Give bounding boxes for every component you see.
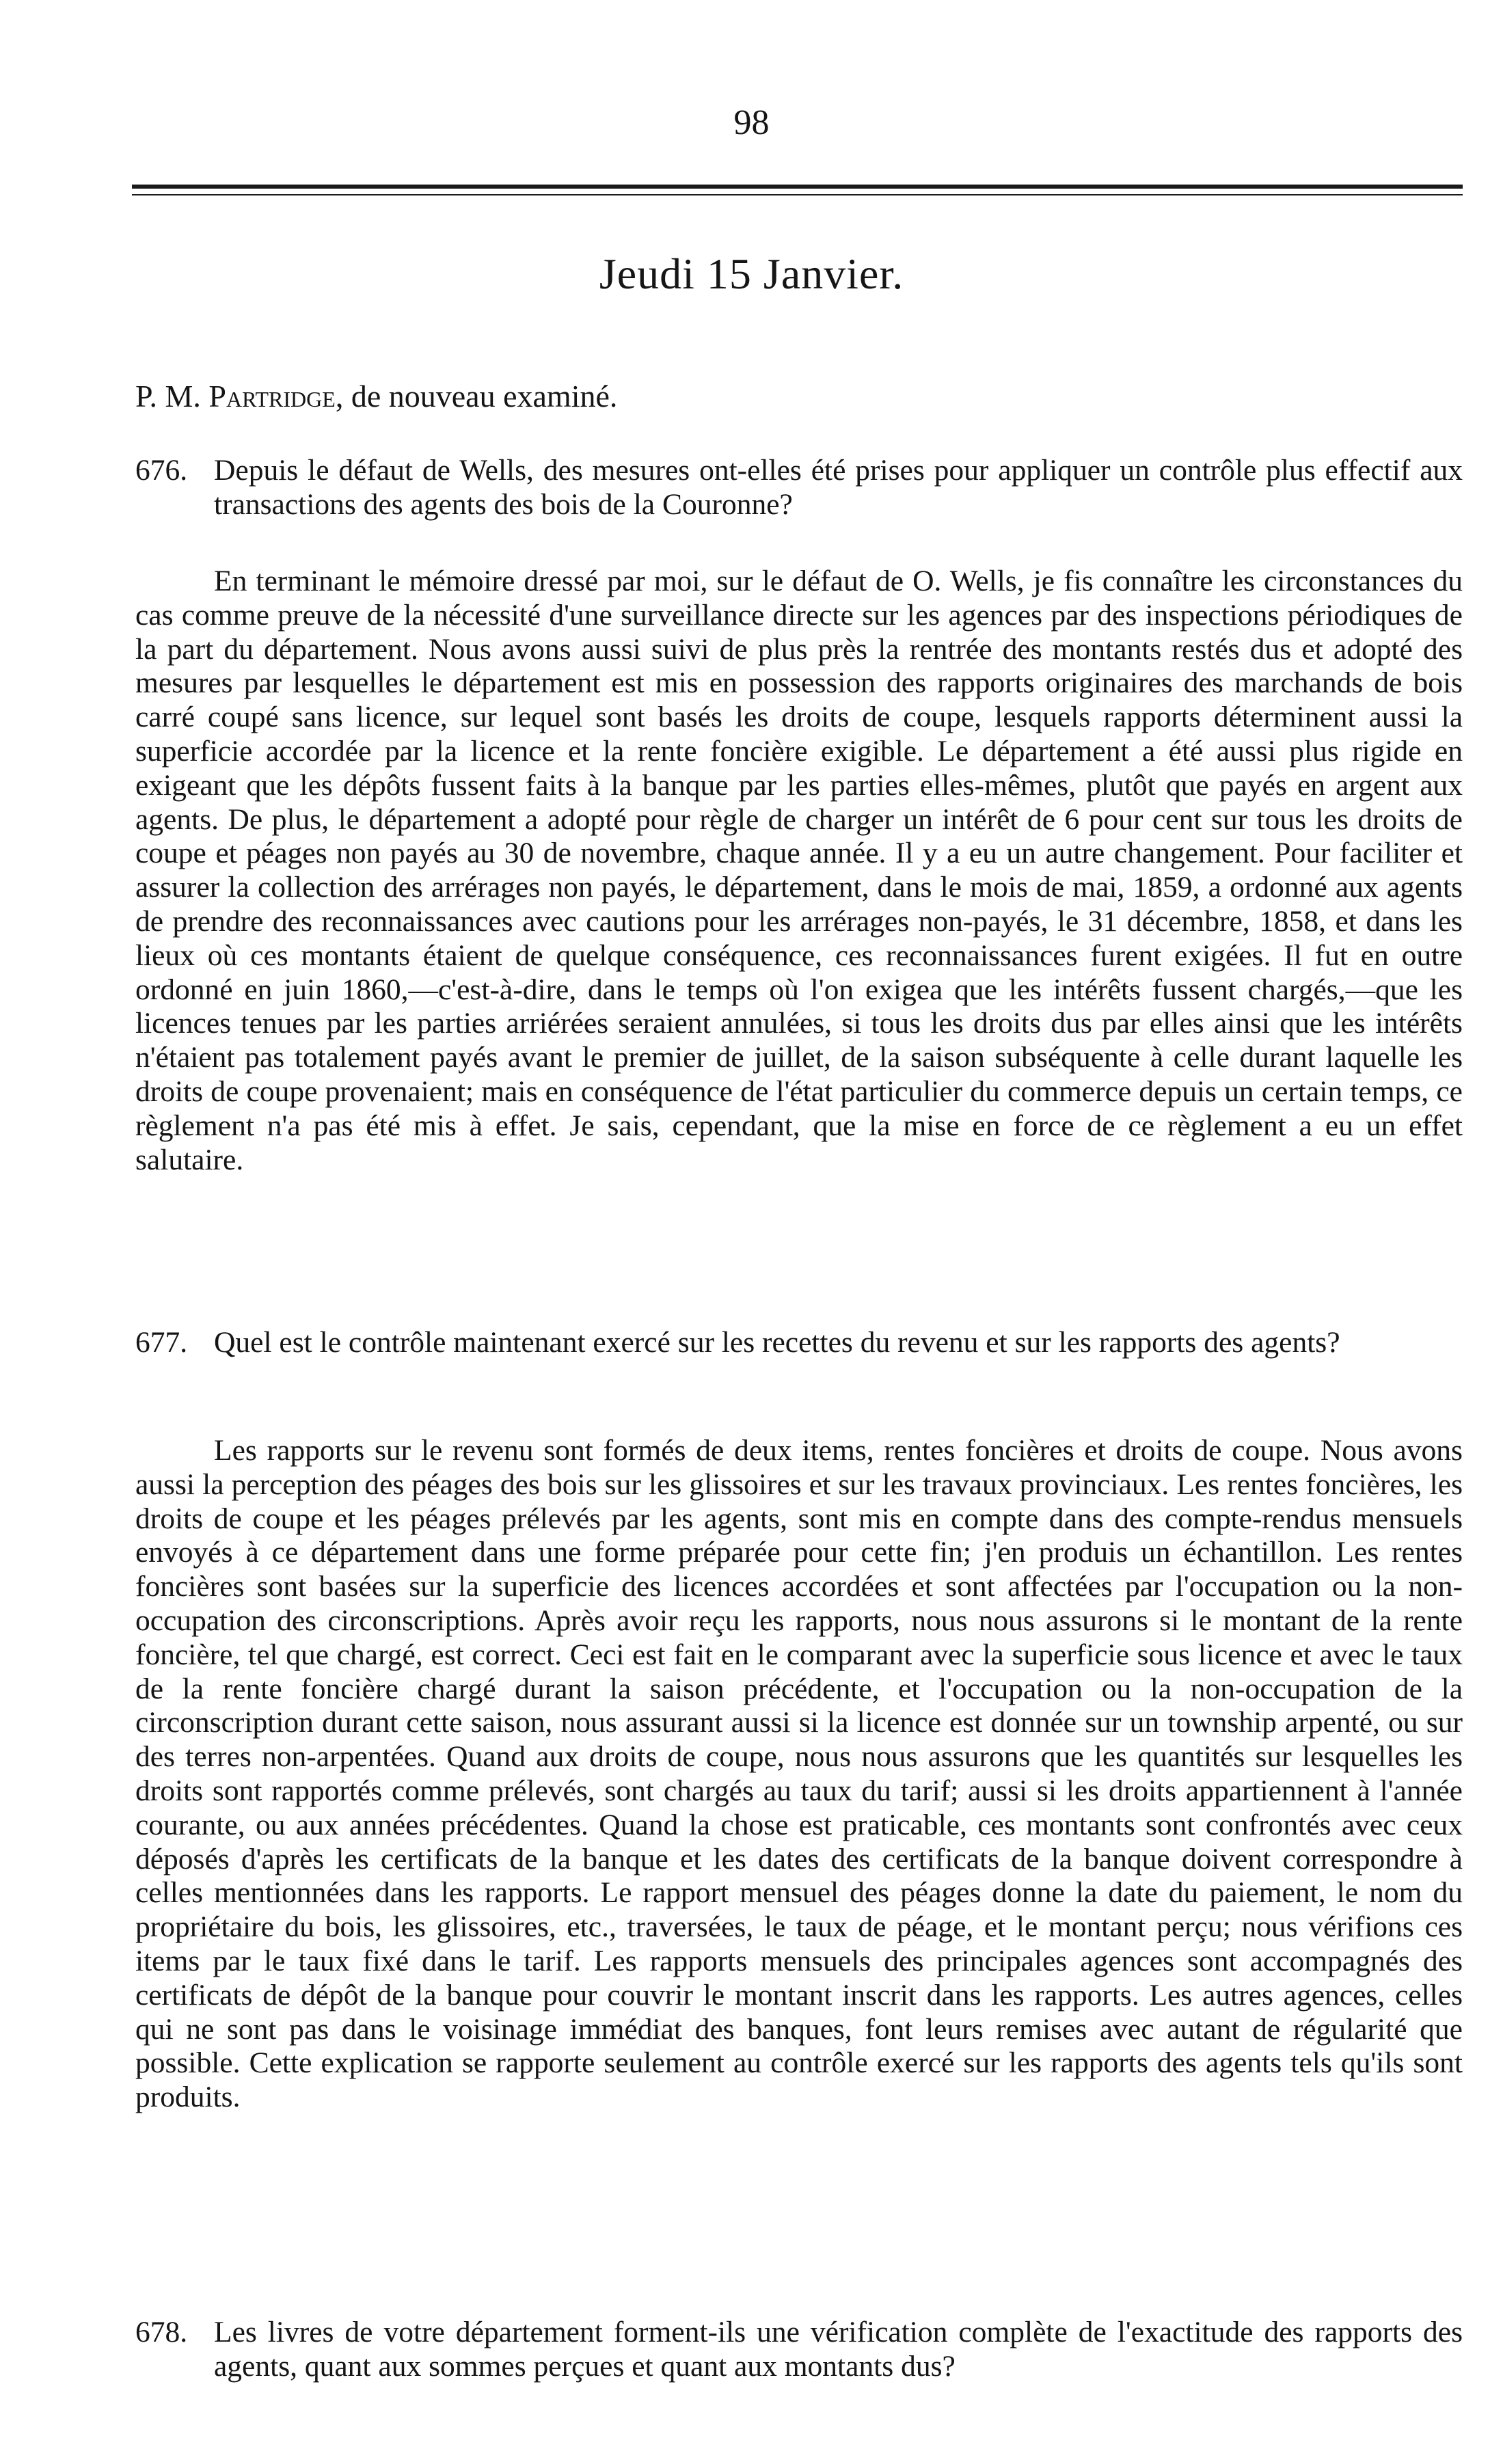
question-678 bbox=[135, 2316, 1463, 2384]
answer-676: En terminant le mémoire dressé par moi, sur le défaut de O. Wells, je fis connaître les circonstances du cas comme preuve de la nécessité d'une surveillance directe sur les agences par des inspections périodiques de la part du département. Nous avons aussi suivi de plus près la rentrée des montants restés dus et adopté des mesures par lesquelles le département est mis en possession des rapports originaires des marchands de bois carré coupé sans licence, sur lequel sont basés les droits de coupe, lesquels rapports déterminent aussi la superficie accordée par la licence et la rente foncière exigible. Le département a été aussi plus rigide en exigeant que les dépôts fussent faits à la banque par les parties elles-mêmes, plutôt que payés en argent aux agents. De plus, le département a adopté pour règle de charger un intérêt de 6 pour cent sur tous les droits de coupe et péages non payés au 30 de novembre, chaque année. Il y a eu un autre changement. Pour faciliter et assurer la collection des arrérages non payés, le département, dans le mois de mai, 1859, a ordonné aux agents de prendre des reconnaissances avec cautions pour les arrérages non-payés, le 31 décembre, 1858, et dans les lieux où ces montants étaient de quelque conséquence, ces reconnaissances furent exigées. Il fut en outre ordonné en juin 1860,—c'est-à-dire, dans le temps où l'on exigea que les intérêts fussent chargés,—que les licences tenues par les parties arriérées seraient annulées, si tous les droits dus par elles ainsi que les intérêts n'étaient pas totalement payés avant le premier de juillet, de la saison subséquente à celle durant laquelle les droits de coupe provenaient; mais en conséquence de l'état particulier du commerce depuis un certain temps, ce règlement n'a pas été mis à effet. Je sais, cependant, que la mise en force de ce règlement a eu un effet salutaire. bbox=[135, 565, 1463, 1176]
witness-name: Partridge, bbox=[208, 379, 344, 414]
page-number: 98 bbox=[733, 103, 770, 142]
witness-note: de nouveau examiné. bbox=[351, 379, 618, 414]
question-number: 678. bbox=[135, 2316, 188, 2348]
question-text: Quel est le contrôle maintenant exercé sur les recettes du revenu et sur les rapports des agents? bbox=[214, 1326, 1340, 1359]
witness-initials: P. M. bbox=[135, 379, 201, 414]
question-text: Les livres de votre département forment-ils une vérification complète de l'exactitude des rapports des agents, quant aux sommes perçues et quant aux montants dus? bbox=[214, 2316, 1463, 2383]
question-number: 677. bbox=[135, 1326, 188, 1359]
header-rule-thin bbox=[132, 194, 1463, 195]
question-676 bbox=[135, 454, 1463, 522]
header-rule-thick bbox=[132, 185, 1463, 189]
answer-677: Les rapports sur le revenu sont formés de deux items, rentes foncières et droits de coupe. Nous avons aussi la perception des péages des bois sur les glissoires et sur les travaux provinciaux. Les rentes foncières, les droits de coupe et les péages prélevés par les agents, sont mis en compte dans des compte-rendus mensuels envoyés à ce département dans une forme préparée pour cette fin; j'en produis un échantillon. Les rentes foncières sont basées sur la superficie des licences accordées et sont affectées par l'occupation ou la non-occupation des circonscriptions. Après avoir reçu les rapports, nous nous assurons si le montant de la rente foncière, tel que chargé, est correct. Ceci est fait en le comparant avec la superficie sous licence et avec le taux de la rente foncière chargé durant la saison précédente, et l'occupation ou la non-occupation de la circonscription durant cette saison, nous assurant aussi si la licence est donnée sur un township arpenté, ou sur des terres non-arpentées. Quand aux droits de coupe, nous nous assurons que les quantités sur lesquelles les droits sont rapportés comme prélevés, sont chargés au taux du tarif; aussi si les droits appartiennent à l'année courante, ou aux années précédentes. Quand la chose est praticable, ces montants sont confrontés avec ceux déposés d'après les certificats de la banque et les dates des certificats de la banque doivent correspondre à celles mentionnées dans les rapports. Le rapport mensuel des péages donne la date du paiement, le nom du propriétaire du bois, les glissoires, etc., traversées, le taux de péage, et le montant perçu; nous vérifions ces items par le taux fixé dans le tarif. Les rapports mensuels des principales agences sont accompagnés des certificats de dépôt de la banque pour couvrir le montant inscrit dans les rapports. Les autres agences, celles qui ne sont pas dans le voisinage immédiat des banques, font leurs remises avec autant de régularité que possible. Cette explication se rapporte seulement au contrôle exercé sur les rapports des agents tels qu'ils sont produits. bbox=[135, 1434, 1463, 2114]
date-heading: Jeudi 15 Janvier. bbox=[599, 249, 904, 298]
witness-line bbox=[135, 377, 617, 416]
question-number: 676. bbox=[135, 454, 188, 487]
question-677 bbox=[135, 1326, 1463, 1360]
question-text: Depuis le défaut de Wells, des mesures ont-elles été prises pour appliquer un contrôle plus effectif aux transactions des agents des bois de la Couronne? bbox=[214, 454, 1463, 521]
